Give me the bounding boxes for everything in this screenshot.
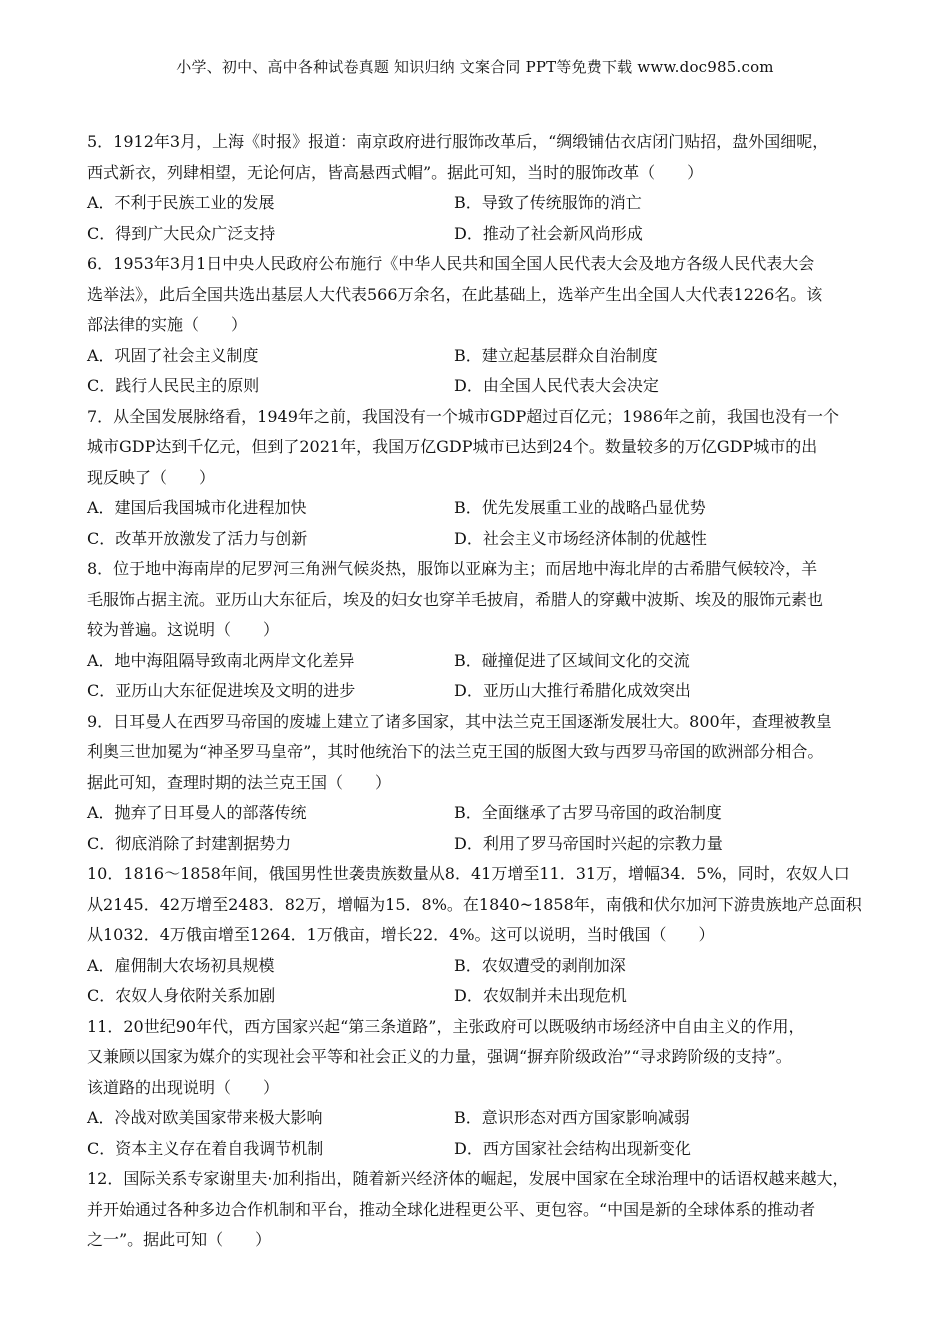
answer-option: D．西方国家社会结构出现新变化 <box>454 1138 691 1158</box>
answer-option: D．推动了社会新风尚形成 <box>454 223 643 243</box>
question-item <box>87 249 877 402</box>
option-row <box>87 646 877 677</box>
answer-option: C．资本主义存在着自我调节机制 <box>87 1138 324 1158</box>
question-stem-line: 又兼顾以国家为媒介的实现社会平等和社会正义的力量，强调“摒弃阶级政治”“寻求跨阶级的支持”。 <box>87 1047 792 1066</box>
question-stem-line: 11．20世纪90年代，西方国家兴起“第三条道路”，主张政府可以既吸纳市场经济中自由主义的作用， <box>87 1016 805 1036</box>
answer-option: C．彻底消除了封建割据势力 <box>87 833 292 853</box>
option-row <box>87 1103 877 1134</box>
question-item <box>87 1012 877 1165</box>
answer-option: A．建国后我国城市化进程加快 <box>87 498 307 517</box>
option-row <box>87 341 877 372</box>
question-stem-line: 该道路的出现说明（ ） <box>87 1077 280 1097</box>
answer-option: A．不利于民族工业的发展 <box>87 193 275 212</box>
answer-option: D．农奴制并未出现危机 <box>454 986 627 1005</box>
option-row <box>87 798 877 829</box>
question-list <box>87 127 877 1256</box>
question-stem-line: 9．日耳曼人在西罗马帝国的废墟上建立了诸多国家，其中法兰克王国逐渐发展壮大。800年，查理被教皇 <box>87 711 832 731</box>
question-stem-line: 8．位于地中海南岸的尼罗河三角洲气候炎热，服饰以亚麻为主；而居地中海北岸的古希腊气候较冷，羊 <box>87 559 818 578</box>
question-stem-line: 西式新衣，列肆相望，无论何店，皆高悬西式帽”。据此可知，当时的服饰改革（ ） <box>87 162 704 182</box>
answer-option: A．地中海阻隔导致南北两岸文化差异 <box>87 650 355 670</box>
question-stem-line: 利奥三世加冕为“神圣罗马皇帝”，其时他统治下的法兰克王国的版图大致与西罗马帝国的欧洲部分相合。 <box>87 742 824 761</box>
option-row <box>87 951 877 982</box>
question-item <box>87 1164 877 1256</box>
question-stem-line: 6．1953年3月1日中央人民政府公布施行《中华人民共和国全国人民代表大会及地方各级人民代表大会 <box>87 254 815 273</box>
answer-option: A．巩固了社会主义制度 <box>87 345 259 365</box>
question-stem-line: 之一”。据此可知（ ） <box>87 1230 272 1249</box>
option-row <box>87 981 877 1012</box>
answer-option: D．亚历山大推行希腊化成效突出 <box>454 681 691 700</box>
answer-option: B．意识形态对西方国家影响减弱 <box>454 1108 690 1127</box>
question-stem-line: 部法律的实施（ ） <box>87 315 248 334</box>
option-row <box>87 676 877 707</box>
question-item <box>87 554 877 707</box>
question-stem-line: 12．国际关系专家谢里夫·加利指出，随着新兴经济体的崛起，发展中国家在全球治理中的话语权越来越大， <box>87 1169 849 1188</box>
answer-option: B．农奴遭受的剥削加深 <box>454 955 626 975</box>
question-stem-line: 较为普遍。这说明（ ） <box>87 620 280 639</box>
question-item <box>87 859 877 1012</box>
answer-option: C．践行人民民主的原则 <box>87 376 260 395</box>
answer-option: B．优先发展重工业的战略凸显优势 <box>454 498 706 517</box>
question-stem-line: 并开始通过各种多边合作机制和平台，推动全球化进程更公平、更包容。“中国是新的全球体系的推动者 <box>87 1199 816 1219</box>
question-item <box>87 707 877 860</box>
option-row <box>87 371 877 402</box>
answer-option: B．导致了传统服饰的消亡 <box>454 193 642 212</box>
option-row <box>87 219 877 250</box>
question-stem-line: 7．从全国发展脉络看，1949年之前，我国没有一个城市GDP超过百亿元；1986年之前，我国也没有一个 <box>87 406 839 426</box>
answer-option: D．社会主义市场经济体制的优越性 <box>454 528 707 548</box>
question-item <box>87 127 877 249</box>
question-stem-line: 城市GDP达到千亿元，但到了2021年，我国万亿GDP城市已达到24个。数量较多的万亿GDP城市的出 <box>87 437 818 456</box>
answer-option: C．亚历山大东征促进埃及文明的进步 <box>87 681 356 700</box>
answer-option: C．农奴人身依附关系加剧 <box>87 986 276 1005</box>
question-stem-line: 10．1816～1858年间，俄国男性世袭贵族数量从8．41万增至11．31万，增幅34．5%，同时，农奴人口 <box>87 864 850 883</box>
answer-option: C．得到广大民众广泛支持 <box>87 223 276 243</box>
question-stem-line: 毛服饰占据主流。亚历山大东征后，埃及的妇女也穿羊毛披肩，希腊人的穿戴中波斯、埃及的服饰元素也 <box>87 589 824 609</box>
answer-option: B．全面继承了古罗马帝国的政治制度 <box>454 803 722 822</box>
question-stem-line: 据此可知，查理时期的法兰克王国（ ） <box>87 772 392 792</box>
option-row <box>87 524 877 555</box>
question-stem-line: 5．1912年3月，上海《时报》报道：南京政府进行服饰改革后，“绸缎铺估衣店闭门贴招，盘外国细呢， <box>87 132 829 151</box>
question-stem-line: 从2145．42万增至2483．82万，增幅为15．8%。在1840~1858年，南俄和伏尔加河下游贵族地产总面积 <box>87 894 862 914</box>
answer-option: A．抛弃了日耳曼人的部落传统 <box>87 803 307 822</box>
question-stem-line: 现反映了（ ） <box>87 467 216 487</box>
option-row <box>87 493 877 524</box>
answer-option: D．由全国人民代表大会决定 <box>454 376 659 395</box>
answer-option: D．利用了罗马帝国时兴起的宗教力量 <box>454 833 723 853</box>
answer-option: B．建立起基层群众自治制度 <box>454 345 658 365</box>
answer-option: A．冷战对欧美国家带来极大影响 <box>87 1108 323 1127</box>
page-header: 小学、初中、高中各种试卷真题 知识归纳 文案合同 PPT等免费下载 www.doc985.com <box>176 58 774 76</box>
answer-option: B．碰撞促进了区域间文化的交流 <box>454 650 690 670</box>
option-row <box>87 829 877 860</box>
question-stem-line: 从1032．4万俄亩增至1264．1万俄亩，增长22．4%。这可以说明，当时俄国（ ） <box>87 925 715 944</box>
answer-option: C．改革开放激发了活力与创新 <box>87 528 308 548</box>
option-row <box>87 1134 877 1165</box>
answer-option: A．雇佣制大农场初具规模 <box>87 955 275 975</box>
option-row <box>87 188 877 219</box>
question-item <box>87 402 877 555</box>
question-stem-line: 选举法》，此后全国共选出基层人大代表566万余名，在此基础上，选举产生出全国人大代表1226名。该 <box>87 284 823 304</box>
